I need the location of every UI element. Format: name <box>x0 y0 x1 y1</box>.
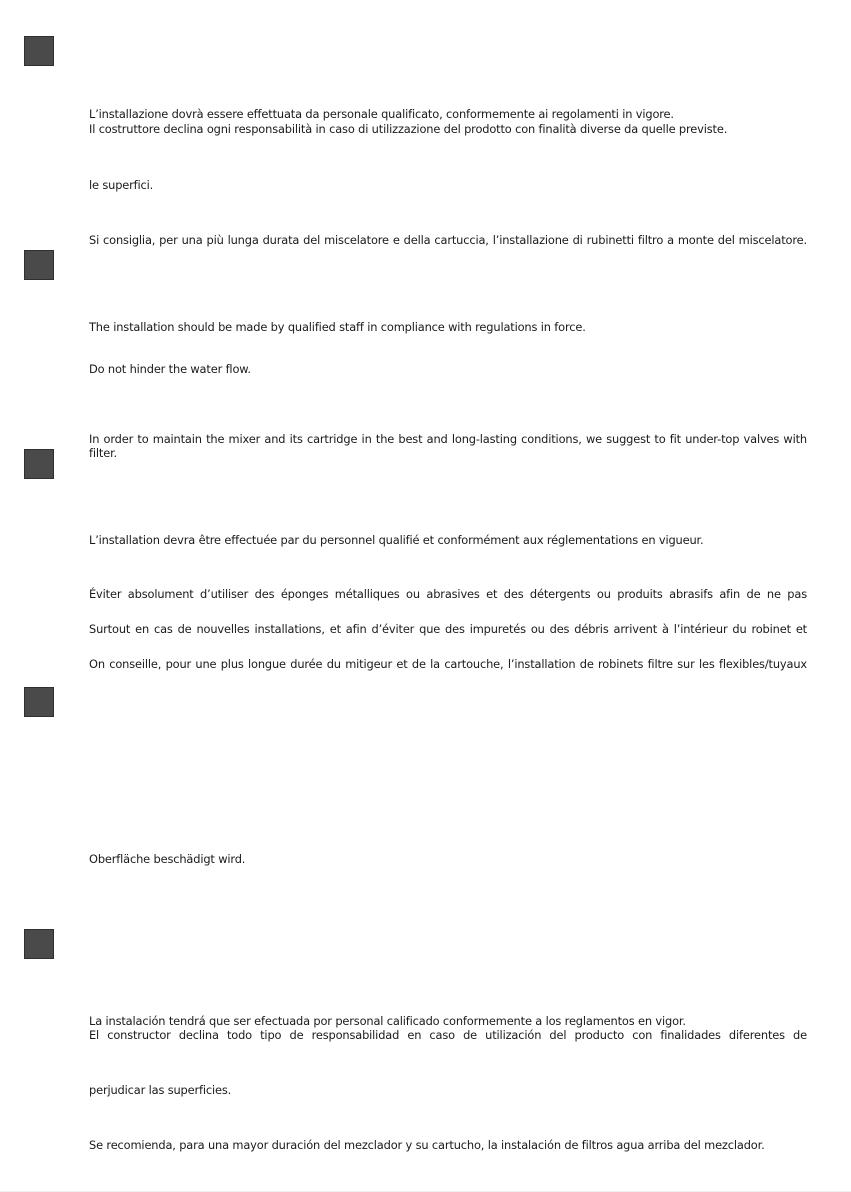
es-line-3: perjudicar las superficies. <box>89 1083 232 1097</box>
en-line-2: Do not hinder the water flow. <box>89 362 251 376</box>
fr-line-2: Éviter absolument d’utiliser des éponges métalliques ou abrasives et des détergents ou produits abrasifs afin de ne pas <box>89 587 807 601</box>
section-marker-fr <box>24 449 54 479</box>
it-line-4: Si consiglia, per una più lunga durata del miscelatore e della cartuccia, l’installazione di rubinetti filtro a monte del miscelatore. <box>89 233 807 247</box>
es-line-1: La instalación tendrá que ser efectuada por personal calificado conformemente a los reglamentos en vigor. <box>89 1014 686 1028</box>
en-line-3: In order to maintain the mixer and its cartridge in the best and long-lasting conditions, we suggest to fit under-top valves with filter. <box>89 432 807 460</box>
section-marker-en <box>24 250 54 280</box>
section-marker-es <box>24 929 54 959</box>
it-line-3: le superfici. <box>89 178 154 192</box>
section-marker-it <box>24 36 54 66</box>
de-line-1: Oberfläche beschädigt wird. <box>89 852 246 866</box>
fr-line-3: Surtout en cas de nouvelles installations, et afin d’éviter que des impuretés ou des débris arrivent à l’intérieur du robinet et <box>89 622 807 636</box>
section-marker-de <box>24 687 54 717</box>
fr-line-4: On conseille, pour une plus longue durée du mitigeur et de la cartouche, l’installation de robinets filtre sur les flexibles/tuyaux <box>89 657 807 671</box>
it-line-2: Il costruttore declina ogni responsabilità in caso di utilizzazione del prodotto con finalità diverse da quelle previste. <box>89 122 728 136</box>
es-line-4: Se recomienda, para una mayor duración del mezclador y su cartucho, la instalación de filtros agua arriba del mezclador. <box>89 1138 765 1152</box>
fr-line-1: L’installation devra être effectuée par du personnel qualifié et conformément aux réglementations en vigueur. <box>89 533 704 547</box>
es-line-2: El constructor declina todo tipo de responsabilidad en caso de utilización del producto con finalidades diferentes de <box>89 1028 807 1042</box>
it-line-1: L’installazione dovrà essere effettuata da personale qualificato, conformemente ai regolamenti in vigore. <box>89 107 674 121</box>
en-line-1: The installation should be made by qualified staff in compliance with regulations in force. <box>89 320 586 334</box>
